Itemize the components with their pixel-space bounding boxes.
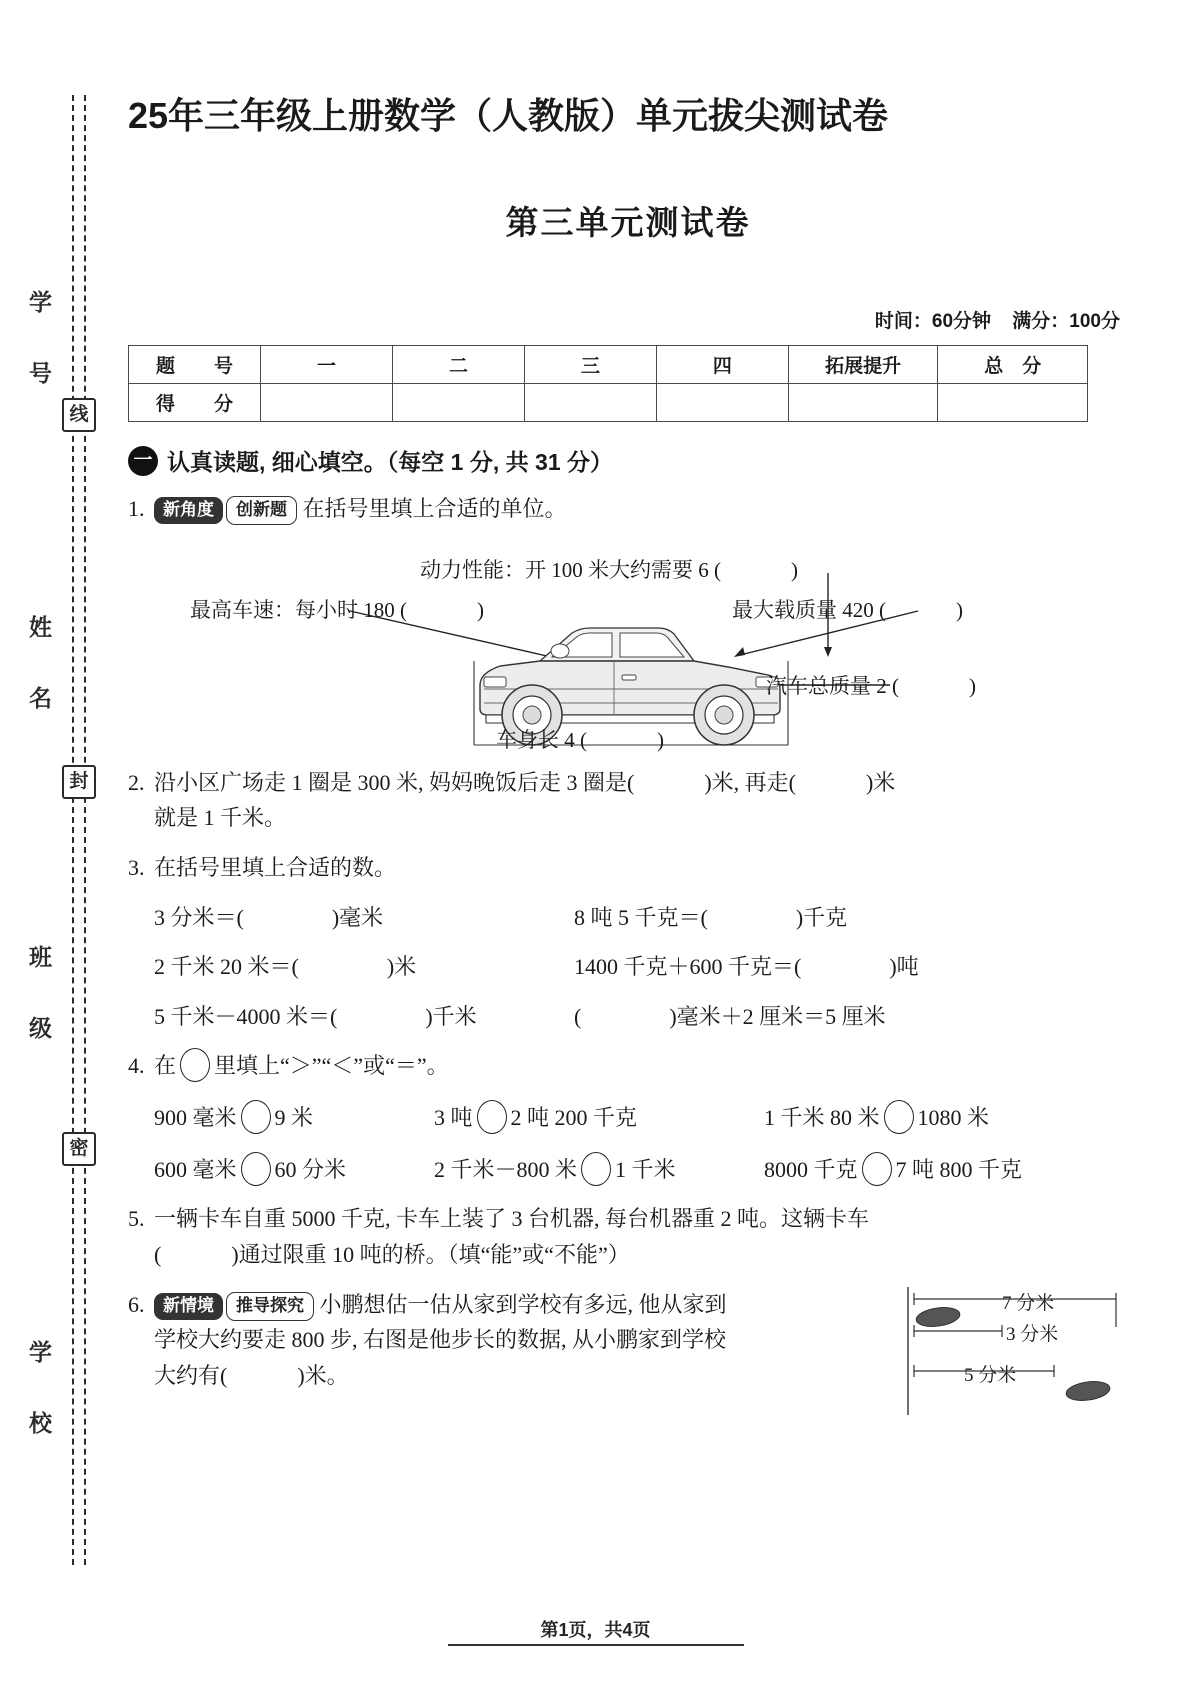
operator-circle-stem	[180, 1048, 210, 1082]
question-4-stem: 在 里填上“＞”“＜”或“＝”。	[154, 1048, 1128, 1084]
conversion-3-right[interactable]: ( )毫米＋2 厘米＝5 厘米	[574, 1003, 886, 1029]
comparison-2-3: 8000 千克 7 吨 800 千克	[764, 1152, 1128, 1188]
label-body-length: 车身长 4 ( )	[496, 727, 664, 752]
footprint-icon-right	[1065, 1379, 1111, 1403]
question-5-number: 5.	[128, 1206, 145, 1232]
question-6-text-line2: 学校大约要走 800 步, 右图是他步长的数据, 从小鹏家到学校	[154, 1327, 727, 1353]
question-1	[128, 491, 1128, 751]
question-1-number: 1.	[128, 496, 145, 521]
exam-sheet	[128, 0, 1128, 1684]
label-max-load: 最大载质量 420 ( )	[732, 597, 963, 622]
score-cell-extension[interactable]	[788, 384, 938, 422]
seal-mark-xian: 线	[62, 398, 96, 432]
comparison-1-1: 900 毫米 9 米	[154, 1100, 434, 1136]
col-header-1: 一	[260, 346, 392, 384]
col-header-2: 二	[392, 346, 524, 384]
table-row-scores	[129, 384, 1088, 422]
badge-derive-explore: 推导探究	[226, 1292, 314, 1321]
operator-circle-2-3[interactable]	[862, 1152, 892, 1186]
badge-new-context: 新情境	[154, 1293, 223, 1320]
question-2-text-line2: 就是 1 千米。	[154, 805, 287, 831]
operator-circle-1-1[interactable]	[241, 1100, 271, 1134]
label-power-performance: 动力性能：开 100 米大约需要 6 ( )	[420, 557, 798, 582]
comparison-1-3: 1 千米 80 米 1080 米	[764, 1100, 1128, 1136]
dashed-line-inner	[84, 95, 86, 1565]
conversion-row-1	[128, 900, 1128, 936]
question-6-text-block	[128, 1287, 906, 1415]
question-5-text-line2: ( )通过限重 10 吨的桥。（填“能”或“不能”）	[154, 1241, 630, 1267]
comparison-row-1	[128, 1100, 1128, 1136]
dashed-line-outer	[72, 95, 74, 1565]
binding-margin-rail	[0, 0, 120, 1684]
col-header-extension: 拓展提升	[788, 346, 938, 384]
footstep-diagram	[906, 1287, 1128, 1415]
col-header-total: 总 分	[938, 346, 1088, 384]
paper-title: 第三单元测试卷	[505, 204, 751, 241]
score-cell-3[interactable]	[524, 384, 656, 422]
badge-innovative: 创新题	[226, 496, 297, 525]
question-4	[128, 1048, 1128, 1187]
measure-label-5dm: 5 分米	[964, 1364, 1017, 1386]
row-label-question-no: 题 号	[129, 346, 261, 384]
seal-mark-mi: 密	[62, 1132, 96, 1166]
rail-label-student-id: 学 号	[26, 290, 52, 395]
seal-mark-feng: 封	[62, 765, 96, 799]
conversion-row-3	[128, 999, 1128, 1035]
question-3	[128, 850, 1128, 1035]
question-6-text-line3: 大约有( )米。	[154, 1362, 349, 1388]
rail-label-school: 学 校	[26, 1340, 52, 1445]
car-diagram	[128, 533, 1128, 751]
badge-new-angle: 新角度	[154, 497, 223, 524]
score-table	[128, 345, 1088, 422]
measure-label-7dm: 7 分米	[1002, 1292, 1055, 1314]
col-header-4: 四	[656, 346, 788, 384]
question-5	[128, 1201, 1128, 1272]
question-2-text: 沿小区广场走 1 圈是 300 米, 妈妈晚饭后走 3 圈是( )米, 再走( )米	[154, 769, 896, 795]
footer-divider	[448, 1644, 744, 1646]
question-3-number: 3.	[128, 854, 145, 880]
conversion-1-right[interactable]: 8 吨 5 千克＝( )千克	[574, 904, 848, 930]
question-1-stem	[154, 491, 1128, 527]
label-top-speed: 最高车速：每小时 180 ( )	[190, 597, 484, 622]
score-cell-total[interactable]	[938, 384, 1088, 422]
exam-meta	[128, 306, 1128, 333]
label-total-mass: 汽车总质量 2 ( )	[766, 673, 976, 698]
exam-time: 时间：60分钟	[874, 311, 992, 332]
question-6-text-line1: 小鹏想估一估从家到学校有多远, 他从家到	[319, 1291, 727, 1317]
question-1-text: 在括号里填上合适的单位。	[302, 496, 567, 521]
question-2	[128, 765, 1128, 836]
question-6-number: 6.	[128, 1291, 145, 1317]
operator-circle-1-3[interactable]	[884, 1100, 914, 1134]
question-2-number: 2.	[128, 769, 145, 795]
arrow-power	[824, 647, 832, 657]
question-4-number: 4.	[128, 1053, 145, 1079]
operator-circle-2-1[interactable]	[241, 1152, 271, 1186]
footprint-icon-left	[915, 1305, 961, 1329]
question-3-stem: 在括号里填上合适的数。	[154, 854, 397, 880]
section-bullet-icon: 一	[128, 446, 158, 476]
question-5-text-line1: 一辆卡车自重 5000 千克, 卡车上装了 3 台机器, 每台机器重 2 吨。这辆卡车	[154, 1206, 870, 1232]
arrow-load	[734, 647, 745, 657]
rail-label-class: 班 级	[26, 945, 52, 1050]
table-row-question-numbers	[129, 346, 1088, 384]
col-header-3: 三	[524, 346, 656, 384]
conversion-1-left[interactable]: 3 分米＝( )毫米	[154, 904, 384, 930]
operator-circle-2-2[interactable]	[581, 1152, 611, 1186]
comparison-row-2	[128, 1152, 1128, 1188]
question-6-stem	[154, 1287, 906, 1323]
score-cell-4[interactable]	[656, 384, 788, 422]
comparison-2-2: 2 千米－800 米 1 千米	[434, 1152, 764, 1188]
score-cell-1[interactable]	[260, 384, 392, 422]
section-title-1: 认真读题, 细心填空。（每空 1 分, 共 31 分）	[167, 449, 613, 475]
conversion-3-left[interactable]: 5 千米－4000 米＝( )千米	[154, 1003, 477, 1029]
page-footer: 第1页，共4页	[540, 1620, 651, 1640]
comparison-2-1: 600 毫米 60 分米	[154, 1152, 434, 1188]
conversion-row-2	[128, 949, 1128, 985]
rail-label-student-name: 姓 名	[26, 615, 52, 720]
conversion-2-left[interactable]: 2 千米 20 米＝( )米	[154, 954, 417, 980]
section-heading-1	[128, 444, 1128, 477]
row-label-score: 得 分	[129, 384, 261, 422]
comparison-1-2: 3 吨 2 吨 200 千克	[434, 1100, 764, 1136]
conversion-2-right[interactable]: 1400 千克＋600 千克＝( )吨	[574, 954, 919, 980]
score-cell-2[interactable]	[392, 384, 524, 422]
exam-full-score: 满分：100分	[1012, 311, 1120, 332]
measure-label-3dm: 3 分米	[1006, 1323, 1059, 1345]
question-6	[128, 1287, 1128, 1415]
document-title: 25年三年级上册数学（人教版）单元拔尖测试卷	[128, 95, 889, 136]
operator-circle-1-2[interactable]	[477, 1100, 507, 1134]
